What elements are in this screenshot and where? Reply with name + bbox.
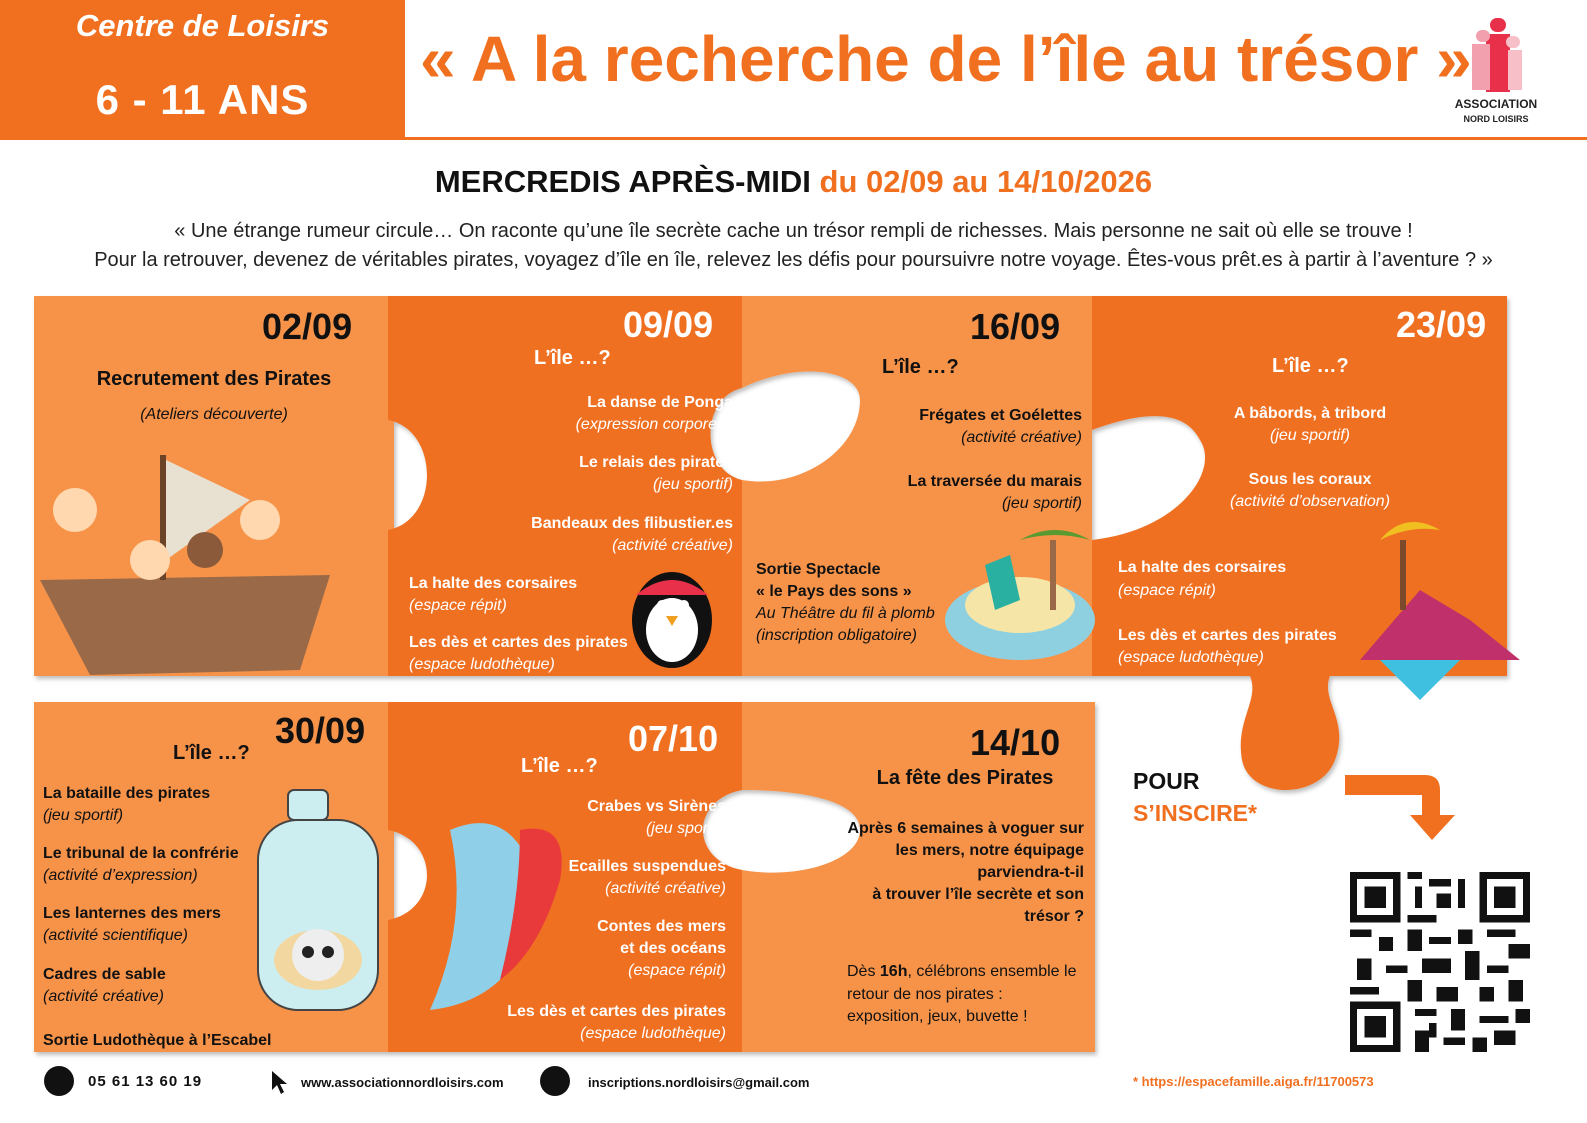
day-2309-activity-1: A bâbords, à tribord [1233,405,1387,422]
inscription-label: POUR [1133,768,1200,794]
day-3009-activity-2-type: (activité d’expression) [43,867,198,884]
day-0909-activity-2-type: (jeu sportif) [652,476,733,493]
day-0909-activity-4-type: (espace répit) [409,597,507,614]
day-1609-activity-1-type: (activité créative) [961,429,1082,446]
day-1609-outing-venue: Au Théâtre du fil à plomb [756,605,935,622]
day-0909-ile: L’île …? [534,347,611,369]
subtitle-dates: du 02/09 au 14/10/2026 [819,164,1153,199]
penguin-pirate-illustration-icon [632,572,712,668]
day-3009-activity-2: Le tribunal de la confrérie [43,845,239,862]
day-0710-activity-4: Les dès et cartes des pirates [507,1003,726,1020]
arrow-down-icon [1345,775,1455,840]
day-1410-celebration-2: retour de nos pirates : [847,986,1003,1003]
subtitle-days: MERCREDIS APRÈS-MIDI [434,164,811,199]
day-3009-activity-4-type: (activité créative) [43,988,164,1005]
date-3009: 30/09 [275,710,366,751]
date-1609: 16/09 [970,306,1061,347]
date-1410: 14/10 [970,722,1061,763]
day-1410-text-5: trésor ? [1024,908,1084,925]
contact-website[interactable]: www.associationnordloisirs.com [301,1075,504,1090]
day-0909-activity-5-type: (espace ludothèque) [409,656,555,673]
day-0909-activity-4: La halte des corsaires [409,575,578,592]
day-3009-activity-3-type: (activité scientifique) [43,927,188,944]
date-2309: 23/09 [1396,304,1487,345]
day-3009-outing: Sortie Ludothèque à l’Escabel [43,1032,272,1049]
day-0909-activity-1-type: (expression corporelle [575,416,733,433]
intro-line-1: « Une étrange rumeur circule… On raconte qu’une île secrète cache un trésor rempli de richesses. Mais personne ne sait où elle se trouve ! [174,220,1413,242]
logo-text-association: ASSOCIATION [1454,97,1538,111]
celebration-time: 16h [879,963,908,980]
day-0909-activity-2: Le relais des pirates [579,454,733,471]
celebration-prefix: Dès [847,963,880,980]
contact-phone[interactable]: 05 61 13 60 19 [88,1073,203,1090]
date-0710: 07/10 [628,718,719,759]
day-0710-activity-3-type: (espace répit) [628,962,726,979]
day-2309-activity-3: La halte des corsaires [1118,559,1287,576]
day-1609-outing: Sortie Spectacle [756,561,881,578]
day-1609-activity-2: La traversée du marais [907,473,1082,490]
inscription-label-2: S’INSCIRE* [1133,800,1257,826]
day-2309-activity-4-type: (espace ludothèque) [1118,649,1264,666]
day-1410-text-2: les mers, notre équipage [895,842,1084,859]
day-3009-activity-4: Cadres de sable [43,966,166,983]
day-0209-title: Recrutement des Pirates [96,368,332,390]
day-2309-activity-4: Les dès et cartes des pirates [1118,627,1337,644]
logo-text-nord-loisirs: NORD LOISIRS [1463,114,1529,124]
day-2309-activity-2-type: (activité d’observation) [1229,493,1391,510]
cursor-icon [270,1070,290,1096]
day-0710-activity-4-type: (espace ludothèque) [580,1025,726,1042]
day-1609-outing-show: « le Pays des sons » [756,583,912,600]
day-0710-activity-1-type: (jeu sportif) [645,820,726,837]
day-0209-subtitle: (Ateliers découverte) [140,406,288,423]
intro-line-2: Pour la retrouver, devenez de véritables pirates, voyagez d’île en île, relevez les défis pour poursuivre notre voyage. Êtes-vous prêt.es à partir à l’aventure ? » [94,249,1493,271]
registration-url[interactable]: * https://espacefamille.aiga.fr/11700573 [1133,1074,1374,1089]
day-1410-celebration-3: exposition, jeux, buvette ! [847,1008,1028,1025]
day-2309-activity-3-type: (espace répit) [1118,582,1216,599]
day-0710-activity-2-type: (activité créative) [605,880,726,897]
day-2309-activity-2: Sous les coraux [1248,471,1372,488]
age-label: 6 - 11 ANS [95,76,310,123]
contact-email[interactable]: inscriptions.nordloisirs@gmail.com [588,1075,810,1090]
day-0909-activity-3-type: (activité créative) [612,537,733,554]
phone-icon [44,1066,74,1096]
day-3009-ile: L’île …? [173,742,250,764]
day-0909-activity-3: Bandeaux des flibustier.es [531,515,733,532]
day-2309-activity-1-type: (jeu sportif) [1269,427,1351,444]
day-1609-ile: L’île …? [882,356,959,378]
day-1609-outing-note: (inscription obligatoire) [756,627,917,644]
date-0209: 02/09 [262,306,353,347]
qr-code-icon[interactable] [1350,872,1530,1052]
celebration-suffix: , célébrons ensemble le [907,963,1077,980]
day-0710-activity-1: Crabes vs Sirènes [587,798,726,815]
day-0710-ile: L’île …? [521,755,598,777]
date-0909: 09/09 [623,304,714,345]
day-1410-text-4: à trouver l’île secrète et son [872,886,1084,903]
email-icon [540,1066,570,1096]
day-0710-activity-3: Contes des mers [597,918,726,935]
centre-label: Centre de Loisirs [75,8,330,43]
day-1410-celebration-1 [847,961,1076,983]
day-1609-activity-1: Frégates et Goélettes [919,407,1082,424]
day-0909-activity-1: La danse de Ponga [587,394,733,411]
day-3009-activity-3: Les lanternes des mers [43,905,221,922]
day-0909-activity-5: Les dès et cartes des pirates [409,634,628,651]
day-1410-title: La fête des Pirates [876,767,1054,789]
day-0710-activity-2: Ecailles suspendues [568,858,726,875]
day-1609-activity-2-type: (jeu sportif) [1001,495,1082,512]
day-2309-ile: L’île …? [1272,355,1349,377]
day-3009-activity-1: La bataille des pirates [43,785,211,802]
day-1410-text-3: parviendra-t-il [977,864,1084,881]
page-title: « A la recherche de l’île au trésor » [420,23,1472,95]
day-3009-activity-1-type: (jeu sportif) [43,807,124,824]
day-0710-activity-3-line2: et des océans [620,940,726,957]
day-1410-text-1: Après 6 semaines à voguer sur [847,820,1084,837]
